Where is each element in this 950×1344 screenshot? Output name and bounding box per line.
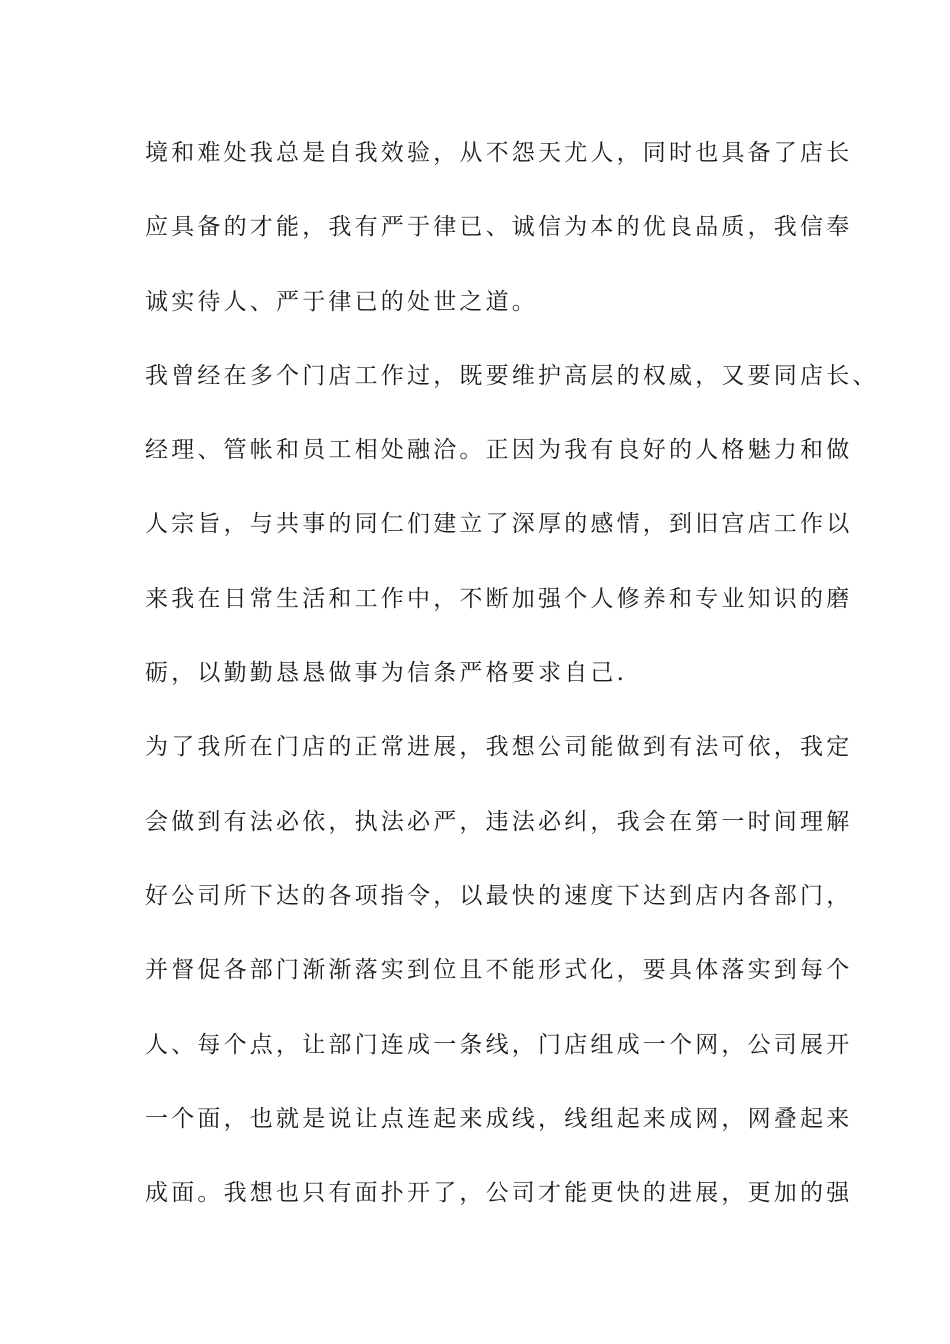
text-line: 并督促各部门渐渐落实到位且不能形式化，要具体落实到每个 [145,957,853,984]
text-line: 来我在日常生活和工作中，不断加强个人修养和专业知识的磨 [145,585,853,612]
text-line: 境和难处我总是自我效验，从不怨天尤人，同时也具备了店长 [145,140,853,166]
text-line: 人宗旨，与共事的同仁们建立了深厚的感情，到旧宫店工作以 [145,511,853,538]
text-line: 会做到有法必依，执法必严，违法必纠，我会在第一时间理解 [145,808,853,835]
text-line: 成面。我想也只有面扑开了，公司才能更快的进展，更加的强 [145,1180,853,1207]
text-line: 应具备的才能，我有严于律已、诚信为本的优良品质，我信奉 [145,214,853,241]
text-line: 一个面，也就是说让点连起来成线，线组起来成网，网叠起来 [145,1105,853,1132]
text-line: 我曾经在多个门店工作过，既要维护高层的权威，又要同店长、 [145,362,879,389]
text-line: 人、每个点，让部门连成一条线，门店组成一个网，公司展开 [145,1031,853,1058]
text-line: 好公司所下达的各项指令，以最快的速度下达到店内各部门， [145,882,853,909]
text-line: 为了我所在门店的正常进展，我想公司能做到有法可依，我定 [145,734,853,761]
body-text [145,127,879,1241]
text-line: 经理、管帐和员工相处融洽。正因为我有良好的人格魅力和做 [145,437,853,464]
text-line: 砺，以勤勤恳恳做事为信条严格要求自己. [145,660,628,687]
text-line: 诚实待人、严于律已的处世之道。 [145,288,538,315]
